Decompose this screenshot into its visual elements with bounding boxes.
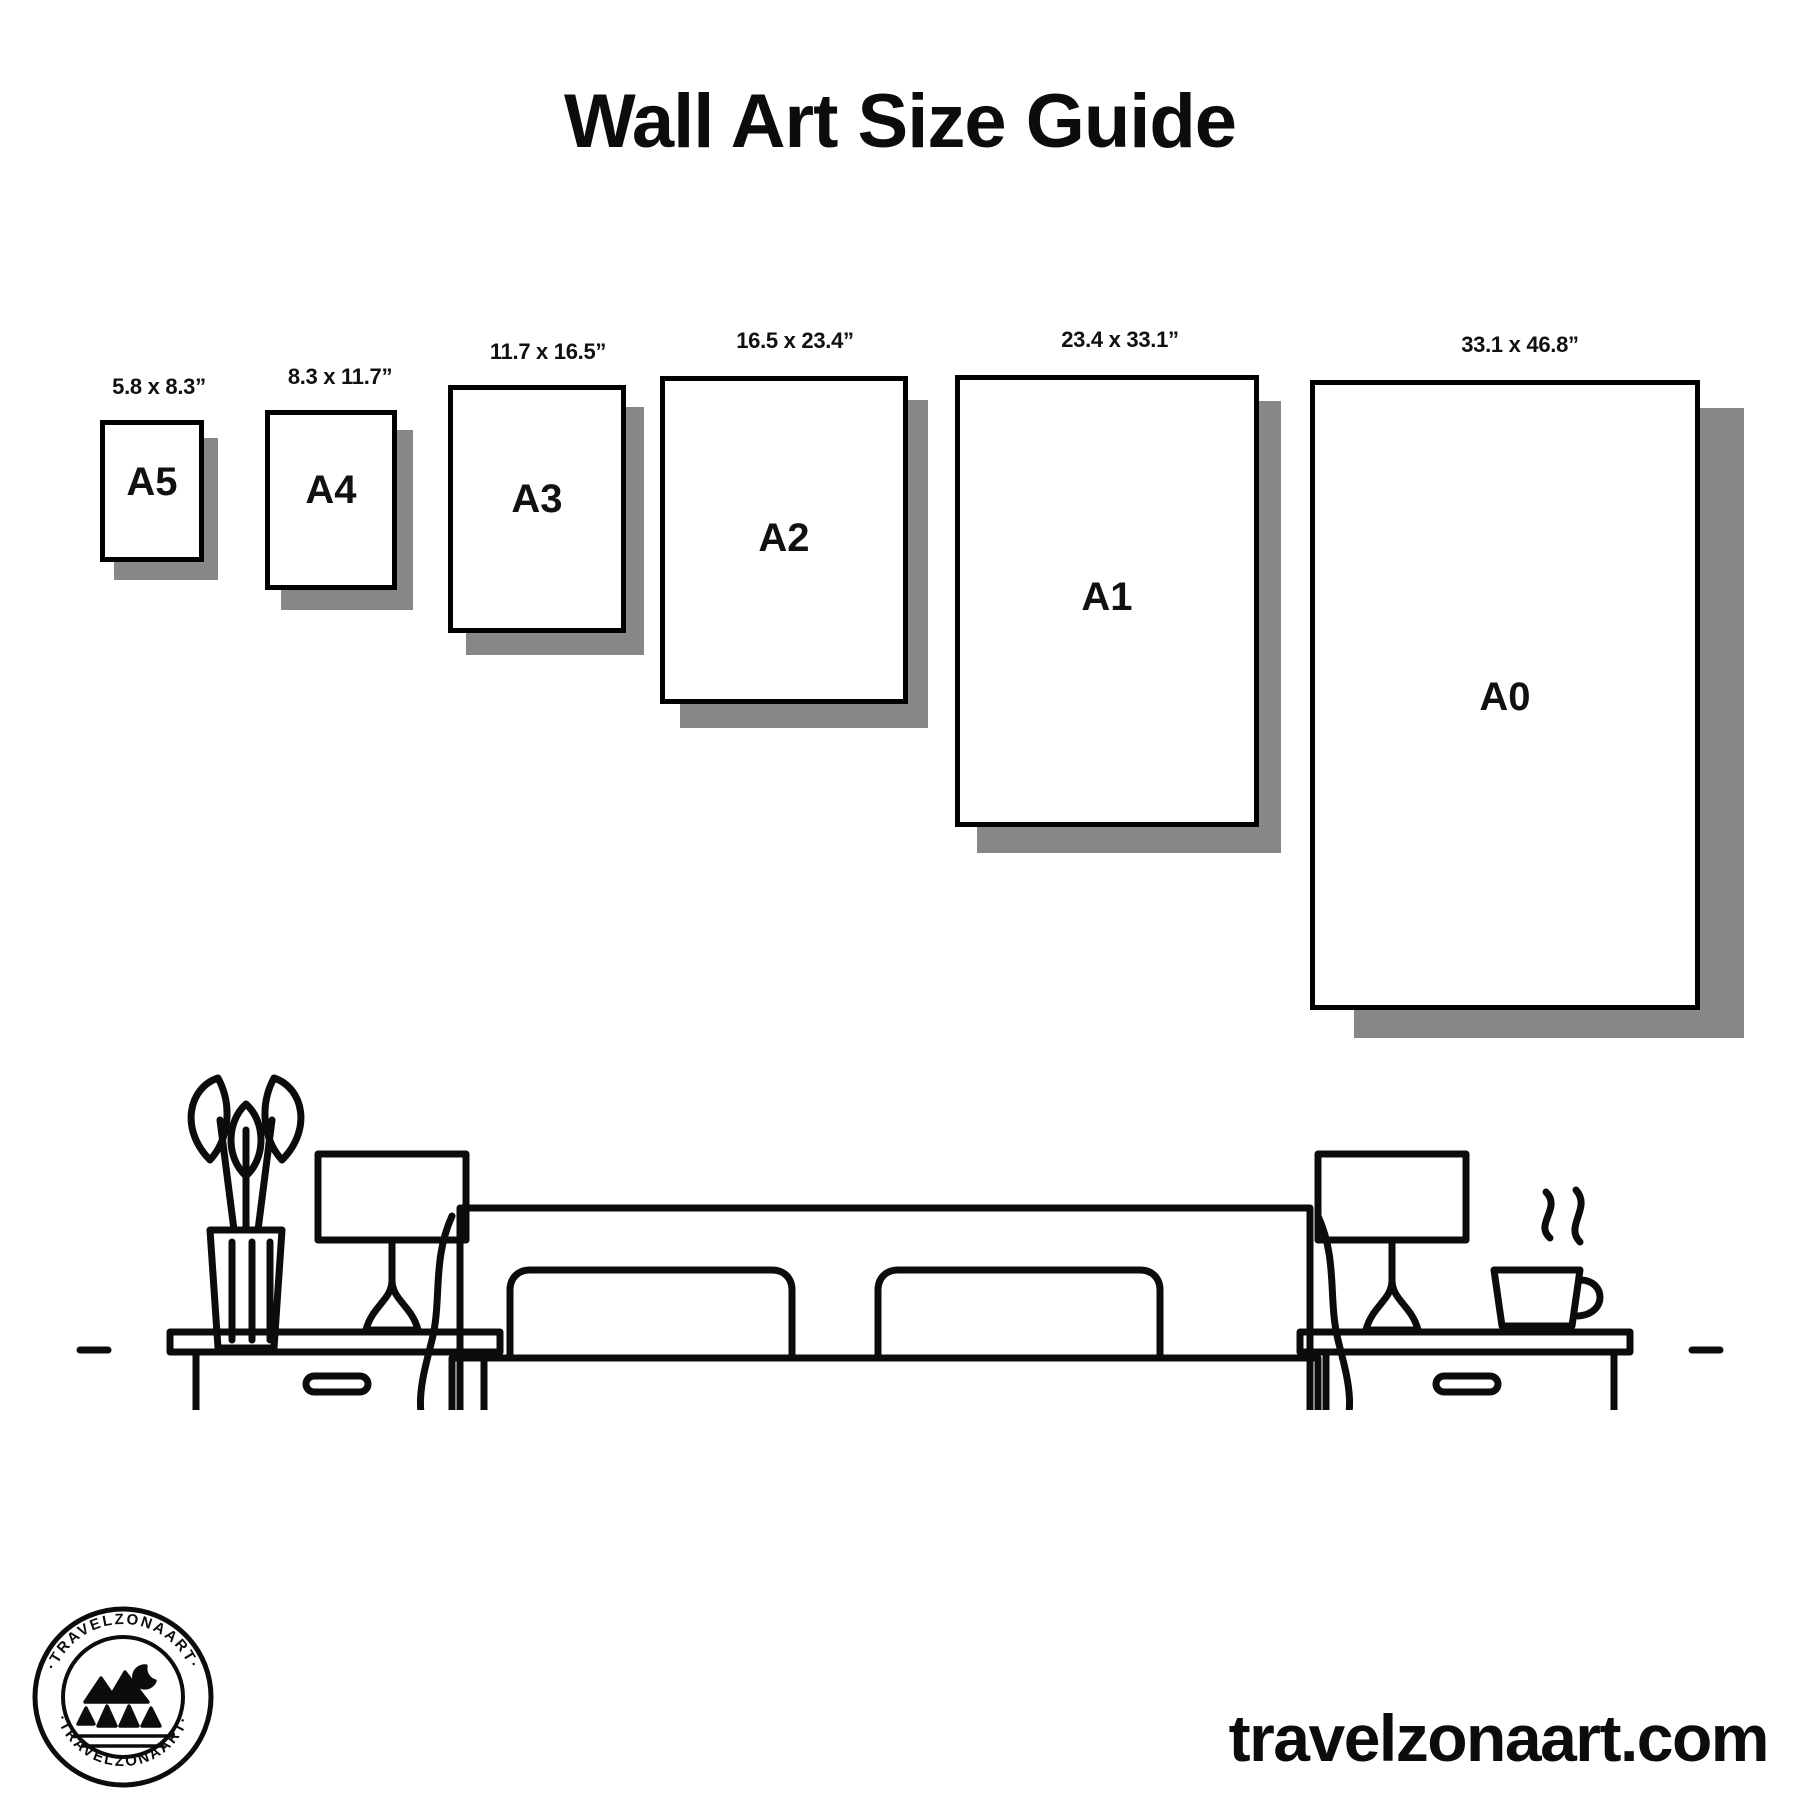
logo-text-top: ·TRAVELZONAART·: [42, 1610, 204, 1673]
poster-label-a5: A5: [126, 460, 178, 504]
website-url[interactable]: travelzonaart.com: [1228, 1701, 1768, 1775]
poster-dimension-label: 5.8 x 8.3”: [112, 374, 206, 399]
poster-dimension-label: 11.7 x 16.5”: [489, 339, 607, 364]
poster-group-a4: [265, 364, 415, 610]
poster-label-a0: A0: [1479, 675, 1531, 719]
logo-text-bottom: ·TRAVELZONAART·: [53, 1712, 193, 1771]
poster-group-a2: [660, 328, 930, 728]
brand-logo[interactable]: [28, 1602, 218, 1792]
poster-dimension-label: 33.1 x 46.8”: [1461, 332, 1579, 357]
bed-icon: [412, 1208, 1358, 1410]
poster-size-row: [0, 280, 1800, 1000]
logo-inner-scene-icon: [74, 1666, 172, 1746]
poster-dimension-label: 8.3 x 11.7”: [287, 364, 393, 389]
poster-label-a4: A4: [305, 468, 357, 512]
poster-group-a3: [448, 339, 648, 655]
poster-dimension-label: 23.4 x 33.1”: [1061, 327, 1179, 352]
page-title: Wall Art Size Guide: [563, 79, 1237, 164]
svg-text:·TRAVELZONAART·: [43, 1611, 203, 1673]
bedroom-scene: [60, 980, 1740, 1410]
right-lamp-icon: [1318, 1154, 1466, 1332]
poster-group-a5: [100, 374, 218, 580]
poster-group-a0: [1310, 332, 1730, 1040]
poster-group-a1: [955, 327, 1285, 855]
poster-label-a3: A3: [511, 477, 563, 521]
coffee-cup-icon: [1494, 1190, 1600, 1326]
poster-dimension-label: 16.5 x 23.4”: [736, 328, 854, 353]
poster-label-a1: A1: [1081, 575, 1133, 619]
poster-label-a2: A2: [758, 516, 810, 560]
plant-vase-icon: [191, 1078, 301, 1348]
